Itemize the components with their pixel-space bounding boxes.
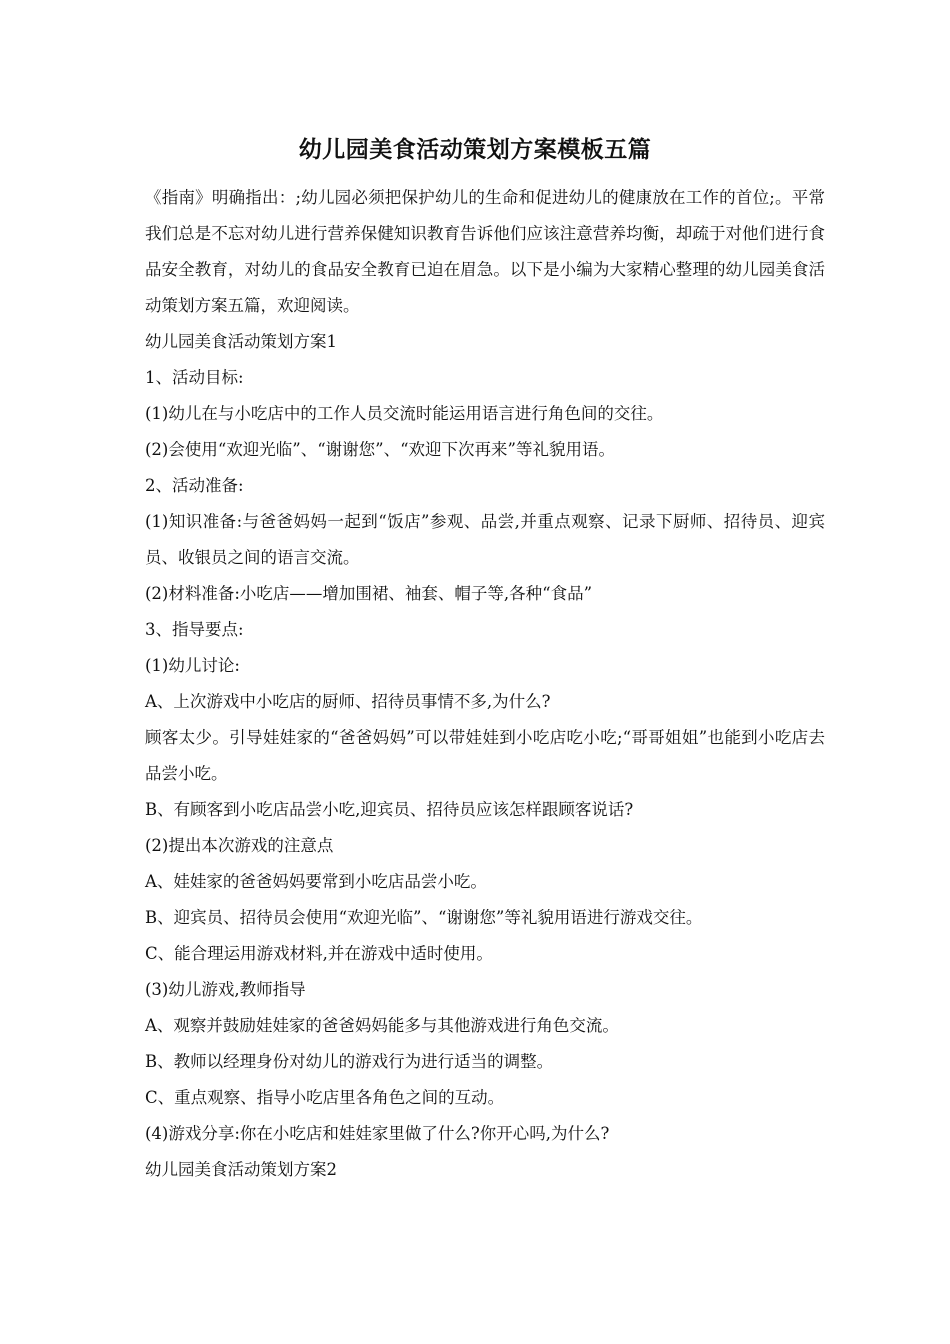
list-item: C、能合理运用游戏材料,并在游戏中适时使用。: [145, 944, 493, 963]
list-item: (1)幼儿讨论:: [145, 656, 240, 675]
section-heading-plan-1: 幼儿园美食活动策划方案1: [145, 332, 337, 351]
document-title: 幼儿园美食活动策划方案模板五篇: [298, 136, 652, 163]
list-item: B、教师以经理身份对幼儿的游戏行为进行适当的调整。: [145, 1052, 554, 1071]
section-heading-plan-2: 幼儿园美食活动策划方案2: [145, 1160, 337, 1179]
list-item: A、上次游戏中小吃店的厨师、招待员事情不多,为什么?: [145, 692, 551, 711]
list-item: B、有顾客到小吃店品尝小吃,迎宾员、招待员应该怎样跟顾客说话?: [145, 800, 634, 819]
intro-paragraph: 《指南》明确指出：;幼儿园必须把保护幼儿的生命和促进幼儿的健康放在工作的首位;。平常我们总是不忘对幼儿进行营养保健知识教育告诉他们应该注意营养均衡，却疏于对他们进行食品安全教育，对幼儿的食品安全教育已迫在眉急。以下是小编为大家精心整理的幼儿园美食活动策划方案五篇，欢迎阅读。: [145, 188, 825, 315]
list-item: (2)材料准备:小吃店——增加围裙、袖套、帽子等,各种“食品”: [145, 584, 593, 603]
list-item: (2)提出本次游戏的注意点: [145, 836, 334, 855]
subheading-guidance: 3、指导要点:: [145, 620, 244, 639]
list-item: (2)会使用“欢迎光临”、“谢谢您”、“欢迎下次再来”等礼貌用语。: [145, 440, 615, 459]
list-item: 顾客太少。引导娃娃家的“爸爸妈妈”可以带娃娃到小吃店吃小吃;“哥哥姐姐”也能到小吃店去品尝小吃。: [145, 728, 825, 783]
subheading-goals: 1、活动目标:: [145, 368, 244, 387]
list-item: (1)知识准备:与爸爸妈妈一起到“饭店”参观、品尝,并重点观察、记录下厨师、招待员、迎宾员、收银员之间的语言交流。: [145, 512, 825, 567]
list-item: A、观察并鼓励娃娃家的爸爸妈妈能多与其他游戏进行角色交流。: [145, 1016, 619, 1035]
list-item: B、迎宾员、招待员会使用“欢迎光临”、“谢谢您”等礼貌用语进行游戏交往。: [145, 908, 703, 927]
list-item: (1)幼儿在与小吃店中的工作人员交流时能运用语言进行角色间的交往。: [145, 404, 664, 423]
subheading-preparation: 2、活动准备:: [145, 476, 244, 495]
list-item: C、重点观察、指导小吃店里各角色之间的互动。: [145, 1088, 505, 1107]
list-item: A、娃娃家的爸爸妈妈要常到小吃店品尝小吃。: [145, 872, 487, 891]
document-body: [145, 180, 825, 1188]
list-item: (4)游戏分享:你在小吃店和娃娃家里做了什么?你开心吗,为什么?: [145, 1124, 610, 1143]
list-item: (3)幼儿游戏,教师指导: [145, 980, 306, 999]
